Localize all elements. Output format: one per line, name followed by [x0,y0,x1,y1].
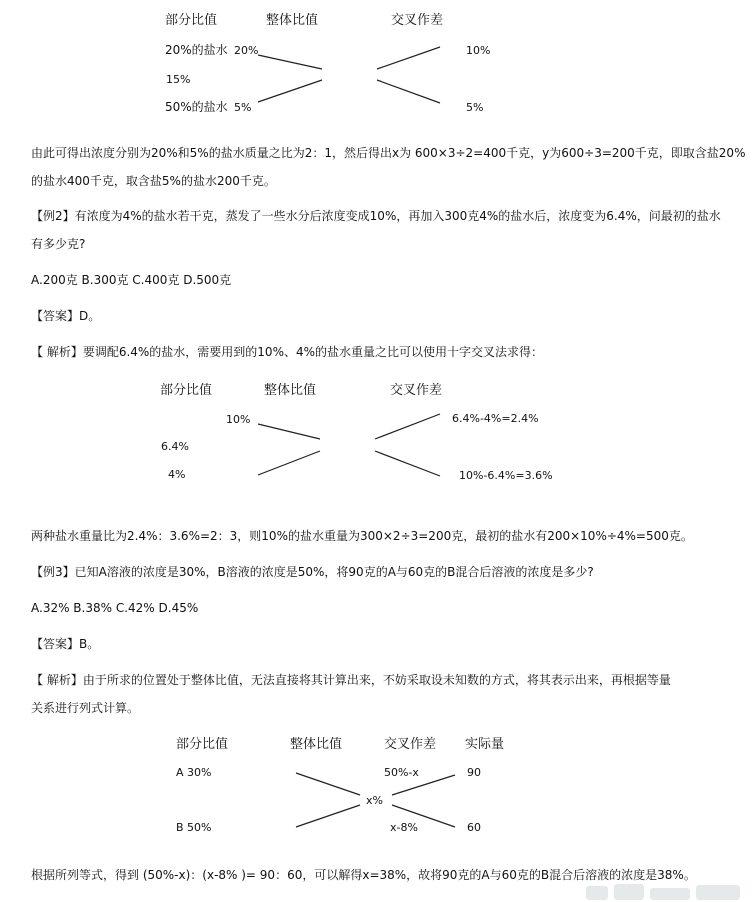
ex3-options: A.32% B.38% C.42% D.45% [31,601,199,615]
d2-line-a [258,424,320,439]
ex2-line1: 【例2】有浓度为4%的盐水若干克，蒸发了一些水分后浓度变成10%，再加入300克4%的盐水后，浓度变为6.4%，问最初的盐水 [31,209,721,223]
ex2-explanation: 【 解析】要调配6.4%的盐水，需要用到的10%、4%的盐水重量之比可以使用十字交叉法求得： [31,345,544,359]
d2-diff1: 6.4%-4%=2.4% [452,412,539,425]
d2-line-d [375,451,440,476]
d1-row2-label: 50%的盐水 [165,100,228,114]
d1-header-whole: 整体比值 [266,13,319,28]
d2-bot: 4% [168,468,186,481]
d3-header-whole: 整体比值 [290,737,343,752]
d2-header-cross: 交叉作差 [390,383,443,398]
d1-header-part: 部分比值 [165,13,218,28]
d3-line-b [296,805,360,827]
d1-line-c [377,47,440,69]
d3-diff1: 50%-x [384,766,419,779]
d1-mid: 15% [166,73,191,86]
d3-row1: A 30% [176,766,212,779]
d1-row2-value: 5% [234,101,252,114]
para2: 两种盐水重量比为2.4%：3.6%=2：3，则10%的盐水重量为300×2÷3=200克，最初的盐水有200×10%÷4%=500克。 [31,529,693,543]
d3-header-cross: 交叉作差 [384,737,437,752]
d3-q2: 60 [467,821,481,834]
d2-top: 10% [226,413,251,426]
d3-line-a [296,773,360,795]
para1-line2: 的盐水400千克，取含盐5%的盐水200千克。 [31,174,276,188]
para1-line1: 由此可得出浓度分别为20%和5%的盐水质量之比为2：1，然后得出x为 600×3÷2=400千克，y为600÷3=200千克，即取含盐20% [31,146,746,160]
ex3-line1: 【例3】已知A溶液的浓度是30%，B溶液的浓度是50%，将90克的A与60克的B混合后溶液的浓度是多少? [31,565,594,579]
d2-header-part: 部分比值 [160,383,213,398]
d2-header-whole: 整体比值 [264,383,317,398]
d1-line-b [258,80,322,102]
d3-header-quantity: 实际量 [465,737,505,752]
ex3-explanation-line1: 【 解析】由于所求的位置处于整体比值，无法直接将其计算出来，不妨采取设未知数的方式，将其表示出来，再根据等量 [31,673,671,687]
para3: 根据所列等式，得到 (50%-x)：(x-8% )= 90：60，可以解得x=38%，故将90克的A与60克的B混合后溶液的浓度是38%。 [31,868,696,882]
ex2-answer: 【答案】D。 [31,309,101,323]
d2-line-b [258,451,320,475]
d2-diff2: 10%-6.4%=3.6% [459,469,553,482]
d3-mid: x% [366,794,383,807]
d1-line-d [377,80,440,103]
ex2-options: A.200克 B.300克 C.400克 D.500克 [31,273,232,287]
watermark-logo [586,880,746,902]
d1-header-cross: 交叉作差 [391,13,444,28]
d3-q1: 90 [467,766,481,779]
d1-row1-label: 20%的盐水 [165,43,228,57]
ex2-line2: 有多少克? [31,237,86,251]
ex3-answer: 【答案】B。 [31,637,100,651]
d2-line-c [375,414,440,439]
d1-diff2: 5% [466,101,484,114]
d1-diff1: 10% [466,44,491,57]
d2-mid: 6.4% [161,440,189,453]
ex3-explanation-line2: 关系进行列式计算。 [31,701,140,715]
d3-diff2: x-8% [390,821,418,834]
d1-row1-value: 20% [234,44,259,57]
d1-line-a [258,55,322,69]
d3-row2: B 50% [176,821,212,834]
d3-header-part: 部分比值 [176,737,229,752]
